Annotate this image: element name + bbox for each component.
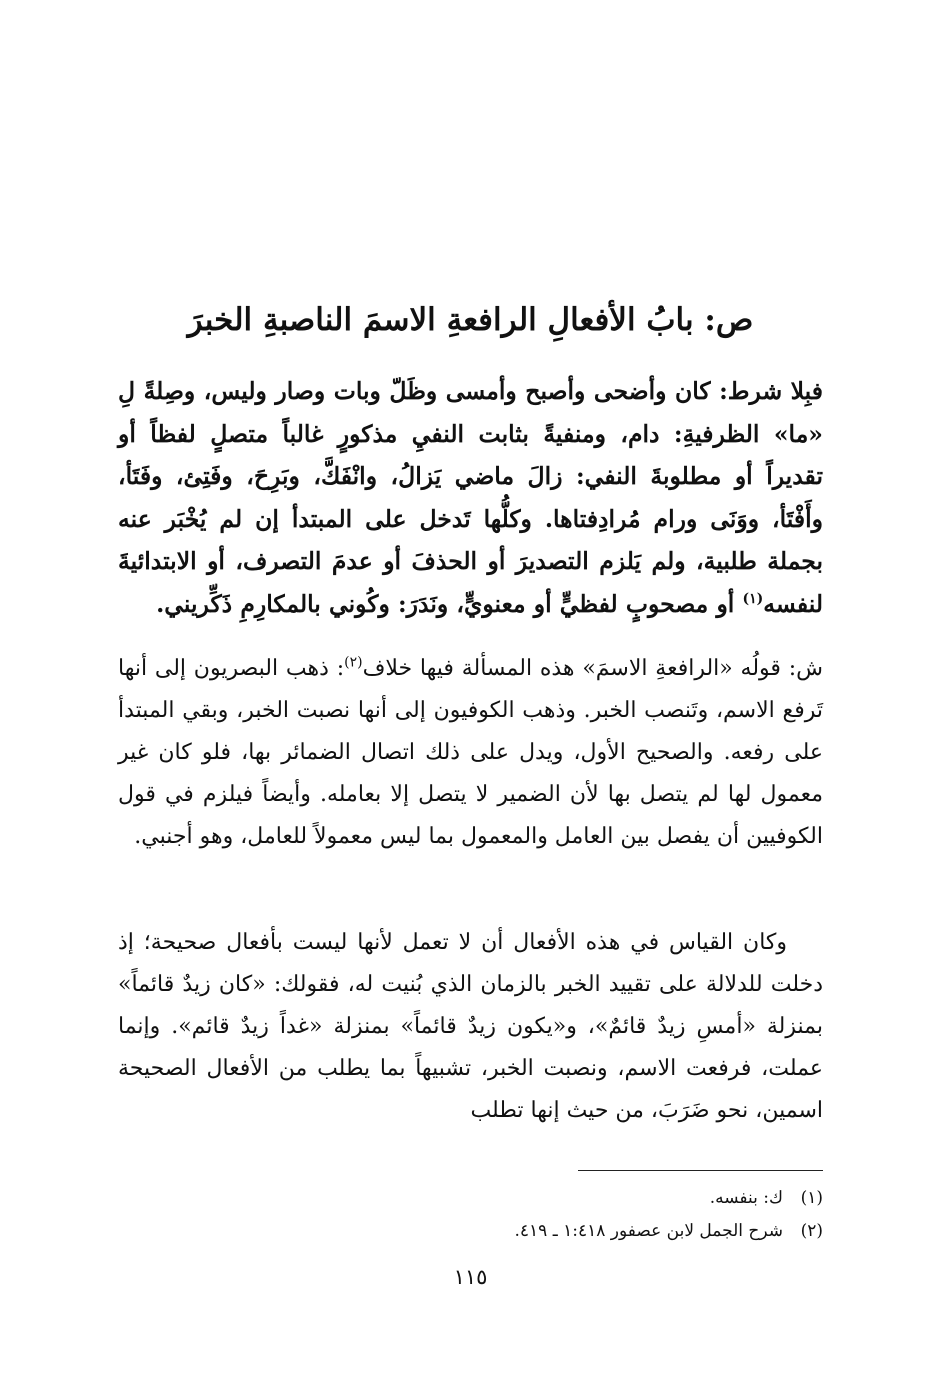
footnote-number: (١) (800, 1188, 823, 1208)
chapter-title: ص: بابُ الأفعالِ الرافعةِ الاسمَ الناصبةِ الخبرَ (187, 302, 754, 338)
sharh-text-part-1: ش: قولُه «الرافعةِ الاسمَ» هذه المسألة فيها خلاف (362, 656, 823, 681)
matn-text-part-2: أو مصحوبٍ لفظيٍّ أو معنويٍّ، ونَدَرَ: وكُوني بالمكارِمِ ذَكِّريني. (156, 589, 743, 618)
footnote-item (118, 1215, 823, 1248)
footnote-item (118, 1182, 823, 1215)
matn-text-part-1: فبِلا شرط: كان وأضحى وأصبح وأمسى وظَلّ وبات وصار وليس، وصِلةً لِ «ما» الظرفيةِ: دام، ومنفيةً بثابت النفيِ مذكورٍ غالباً متصلٍ لفظاً أو تقديراً أو مطلوبةَ النفي: زالَ ماضي يَزالُ، وانْفَكَّ، وبَرِحَ، وفَتِئ، وفَتَأ، وأَفْتَأ، ووَنَى ورام مُرادِفتاها. وكلُّها تَدخل على المبتدأ إن لم يُخْبَر عنه بجملة طلبية، ولم يَلزم التصديرَ أو الحذفَ أو عدمَ التصرف، أو الابتدائيةَ لنفسه (118, 377, 823, 618)
footnote-number: (٢) (800, 1221, 823, 1241)
paragraph-2-text: وكان القياس في هذه الأفعال أن لا تعمل لأنها ليست بأفعال صحيحة؛ إذ دخلت للدلالة على تقييد الخبر بالزمان الذي بُنيت له، فقولك: «كان زيدٌ قائماً» بمنزلة «أمسِ زيدٌ قائمٌ»، و«يكون زيدٌ قائماً» بمنزلة «غداً زيدٌ قائم». وإنما عملت، فرفعت الاسم، ونصبت الخبر، تشبيهاً بما يطلب من الأفعال الصحيحة اسمين، نحو ضَرَبَ، من حيث إنها تطلب (118, 930, 823, 1123)
footnote-ref-2[interactable]: (٢) (344, 654, 363, 671)
body-paragraph-2 (118, 922, 823, 1132)
footnote-ref-1[interactable]: (١) (742, 590, 764, 607)
sharh-text-part-2: : ذهب البصريون إلى أنها تَرفع الاسم، وتَنصب الخبر. وذهب الكوفيون إلى أنها نصبت الخبر، وبقي المبتدأ على رفعه. والصحيح الأول، ويدل على ذلك اتصال الضمائر بها، فلو كان غير معمول لها لم يتصل بها لأن الضمير لا يتصل إلا بعامله. وأيضاً فيلزم في قول الكوفيين أن يفصل بين العامل والمعمول بما ليس معمولاً للعامل، وهو أجنبي. (118, 656, 823, 849)
footnote-text: شرح الجمل لابن عصفور ١:٤١٨ ـ ٤١٩. (514, 1221, 783, 1241)
page-number: ١١٥ (453, 1265, 488, 1289)
footnotes (118, 1182, 823, 1248)
footnote-text: ك: بنفسه. (709, 1188, 783, 1208)
matn-paragraph (118, 370, 823, 625)
sharh-paragraph (118, 648, 823, 858)
footnote-divider (578, 1170, 823, 1171)
